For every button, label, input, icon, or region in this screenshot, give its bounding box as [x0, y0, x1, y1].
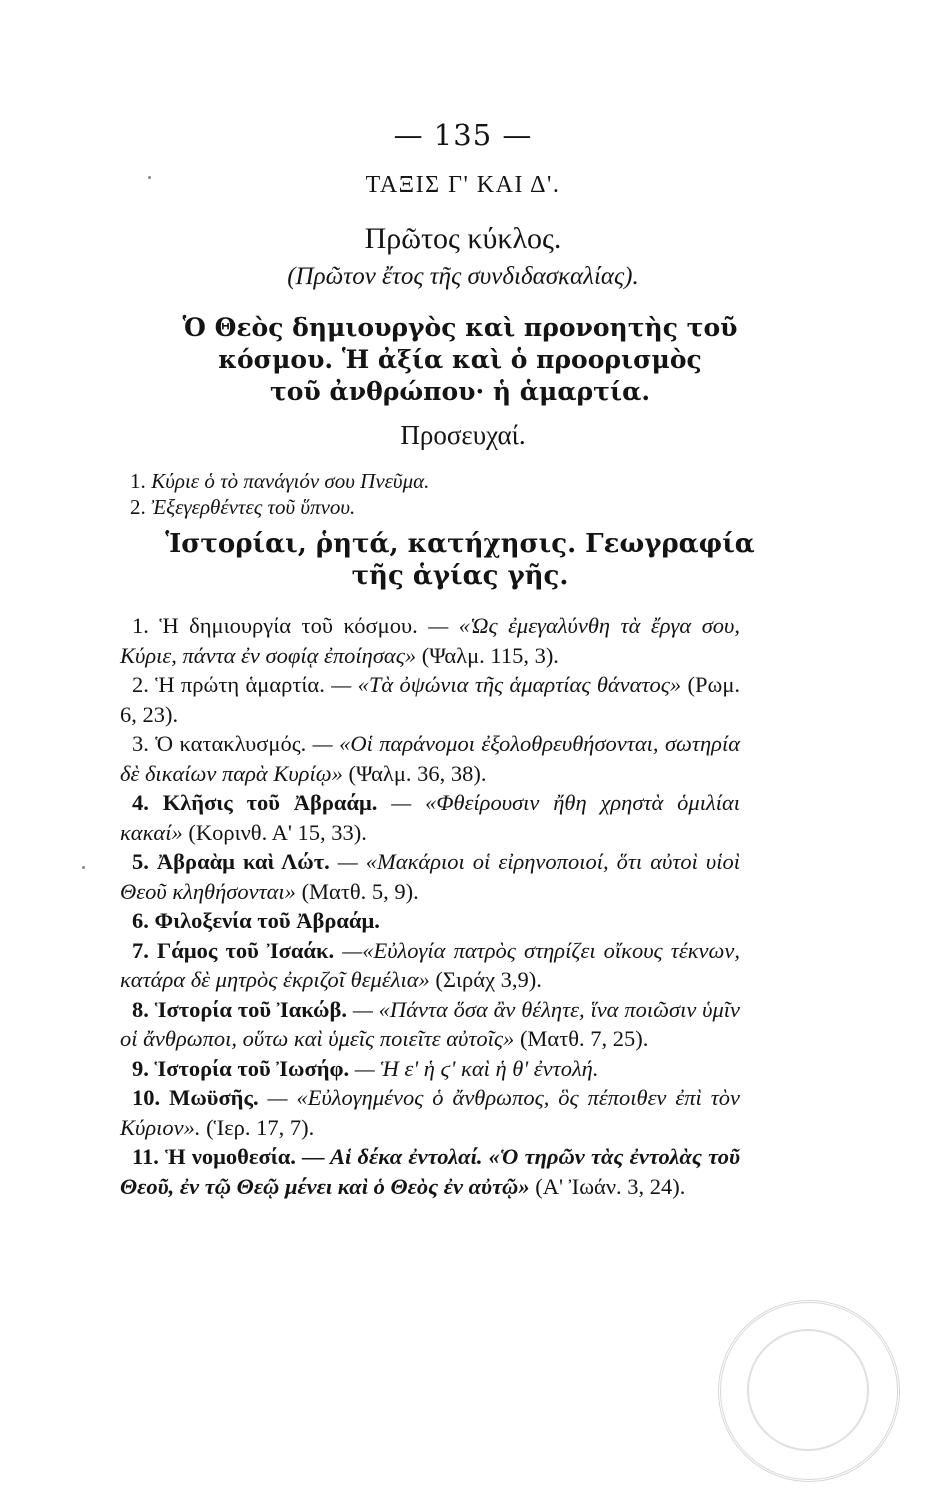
lesson-reference: (Ψαλμ. 115, 3).	[421, 642, 559, 668]
lesson-reference: (Ἱερ. 17, 7).	[206, 1114, 315, 1140]
cycle-title: Πρῶτος κύκλος.	[364, 222, 562, 255]
lesson-quote: — «Εὐλογημένος ὁ ἄνθρωπος, ὃς πέποιθεν ἐπὶ τὸν Κύριον».	[120, 1085, 741, 1140]
lesson-title: Ἡ πρώτη ἁμαρτία.	[155, 672, 325, 697]
lesson-reference: (Ψαλμ. 36, 38).	[348, 760, 487, 786]
prayers-title: Προσευχαί.	[400, 420, 526, 450]
lesson-number: 6.	[132, 908, 149, 933]
lesson-title: Ὁ κατακλυσμός.	[155, 731, 307, 756]
stamp-inner-ring	[747, 1329, 869, 1451]
lesson-quote: — «Φθείρουσιν ἤθη χρηστὰ ὁμιλίαι κακαί»	[120, 790, 741, 845]
lesson-item	[120, 670, 740, 729]
lesson-reference: (Ρωμ. 6, 23).	[120, 672, 741, 727]
lesson-title: Ἱστορία τοῦ Ἰακώβ.	[154, 996, 347, 1022]
lesson-title: Μωϋσῆς.	[169, 1085, 259, 1110]
lesson-item	[120, 1083, 740, 1142]
lesson-reference: (Ματθ. 7, 25).	[519, 1026, 649, 1051]
lesson-quote: — «Οἱ παράνομοι ἐξολοθρευθήσονται, σωτηρία δὲ δικαίων παρὰ Κυρίῳ»	[120, 731, 741, 786]
section-heading-line: Ἱστορίαι, ῥητά, κατήχησις. Γεωγραφία	[165, 529, 755, 559]
lesson-title: Ἡ νομοθεσία.	[165, 1144, 296, 1169]
library-stamp-watermark	[718, 1300, 900, 1482]
prayer-text: Ἐξεγερθέντες τοῦ ὕπνου.	[151, 495, 356, 519]
lesson-number: 3.	[132, 731, 149, 756]
lesson-quote: —«Εὐλογία πατρὸς στηρίζει οἴκους τέκνων, κατάρα δὲ μητρὸς ἐκριζοῖ θεμέλια»	[120, 937, 740, 992]
lesson-number: 8.	[132, 996, 149, 1022]
lesson-title: Κλῆσις τοῦ Ἀβραάμ.	[162, 790, 378, 815]
prayer-item	[130, 468, 429, 494]
prayer-number: 1.	[130, 469, 146, 493]
lesson-number: 10.	[132, 1085, 161, 1110]
lesson-title: Γάμος τοῦ Ἰσαάκ.	[156, 937, 335, 963]
chapter-heading-line: Ὁ Θεὸς δημιουργὸς καὶ προνοητὴς τοῦ	[182, 313, 738, 342]
lesson-title: Φιλοξενία τοῦ Ἀβραάμ.	[154, 908, 380, 933]
section-title: ΤΑΞΙΣ Γ' ΚΑΙ Δ'.	[365, 172, 561, 198]
lesson-number: 11.	[132, 1144, 159, 1169]
prayer-number: 2.	[130, 495, 146, 519]
print-speck	[148, 176, 151, 179]
lesson-quote: — «Πάντα ὅσα ἂν θέλητε, ἵνα ποιῶσιν ὑμῖν οἱ ἄνθρωποι, οὕτω καὶ ὑμεῖς ποιεῖτε αὐτοῖς»	[120, 996, 740, 1051]
section-heading-line: τῆς ἁγίας γῆς.	[351, 561, 569, 591]
lesson-quote: — Αἱ δέκα ἐντολαί. «Ὁ τηρῶν τὰς ἐντολὰς τοῦ Θεοῦ, ἐν τῷ Θεῷ μένει καὶ ὁ Θεὸς ἐν αὐτῷ»	[120, 1144, 741, 1199]
cycle-note: (Πρῶτον ἔτος τῆς συνδιδασκαλίας).	[287, 263, 639, 290]
lesson-item	[120, 936, 740, 995]
lessons-list	[120, 611, 740, 1201]
lesson-item	[120, 995, 740, 1054]
prayer-text: Κύριε ὁ τὸ πανάγιόν σου Πνεῦμα.	[151, 469, 430, 493]
prayer-item	[130, 494, 429, 520]
lesson-reference: (Κορινθ. Α' 15, 33).	[188, 819, 367, 845]
lesson-title: Ἀβραὰμ καὶ Λώτ.	[156, 849, 330, 874]
chapter-heading-line: τοῦ ἀνθρώπου· ἡ ἁμαρτία.	[269, 377, 651, 406]
lesson-item	[120, 729, 740, 788]
print-speck	[82, 866, 85, 869]
chapter-heading	[140, 312, 780, 408]
lesson-item	[120, 1142, 740, 1201]
page-number: — 135 —	[393, 118, 533, 152]
lesson-item	[120, 847, 740, 906]
lesson-quote: — «Τὰ ὀψώνια τῆς ἁμαρτίας θάνατος»	[331, 672, 682, 697]
lesson-title: Ἱστορία τοῦ Ἰωσήφ.	[154, 1055, 350, 1081]
lesson-number: 1.	[132, 613, 149, 638]
lesson-item	[120, 1054, 740, 1084]
lesson-number: 2.	[132, 672, 149, 697]
lesson-number: 7.	[132, 937, 149, 963]
lesson-quote: — «Μακάριοι οἱ εἰρηνοποιοί, ὅτι αὐτοὶ υἱοὶ Θεοῦ κληθήσονται»	[120, 849, 741, 904]
chapter-heading-line: κόσμου. Ἡ ἀξία καὶ ὁ προορισμὸς	[218, 345, 702, 374]
lesson-number: 4.	[132, 790, 149, 815]
lesson-number: 9.	[132, 1055, 149, 1081]
lesson-reference: (Ματθ. 5, 9).	[301, 878, 419, 904]
lesson-item	[120, 611, 740, 670]
lesson-quote: — «Ὡς ἐμεγαλύνθη τὰ ἔργα σου, Κύριε, πάντα ἐν σοφίᾳ ἐποίησας»	[120, 613, 740, 668]
prayers-list	[130, 468, 429, 520]
lesson-reference: (Σιράχ 3,9).	[435, 967, 542, 992]
lesson-quote: — Ἡ ε' ἡ ϛ' καὶ ἡ θ' ἐντολή.	[354, 1055, 599, 1081]
lesson-item	[120, 906, 740, 936]
lesson-reference: (Α' Ἰωάν. 3, 24).	[535, 1173, 686, 1199]
lesson-item	[120, 788, 740, 847]
lesson-title: Ἡ δημιουργία τοῦ κόσμου.	[159, 613, 418, 638]
section-heading	[140, 528, 780, 592]
lesson-number: 5.	[132, 849, 149, 874]
